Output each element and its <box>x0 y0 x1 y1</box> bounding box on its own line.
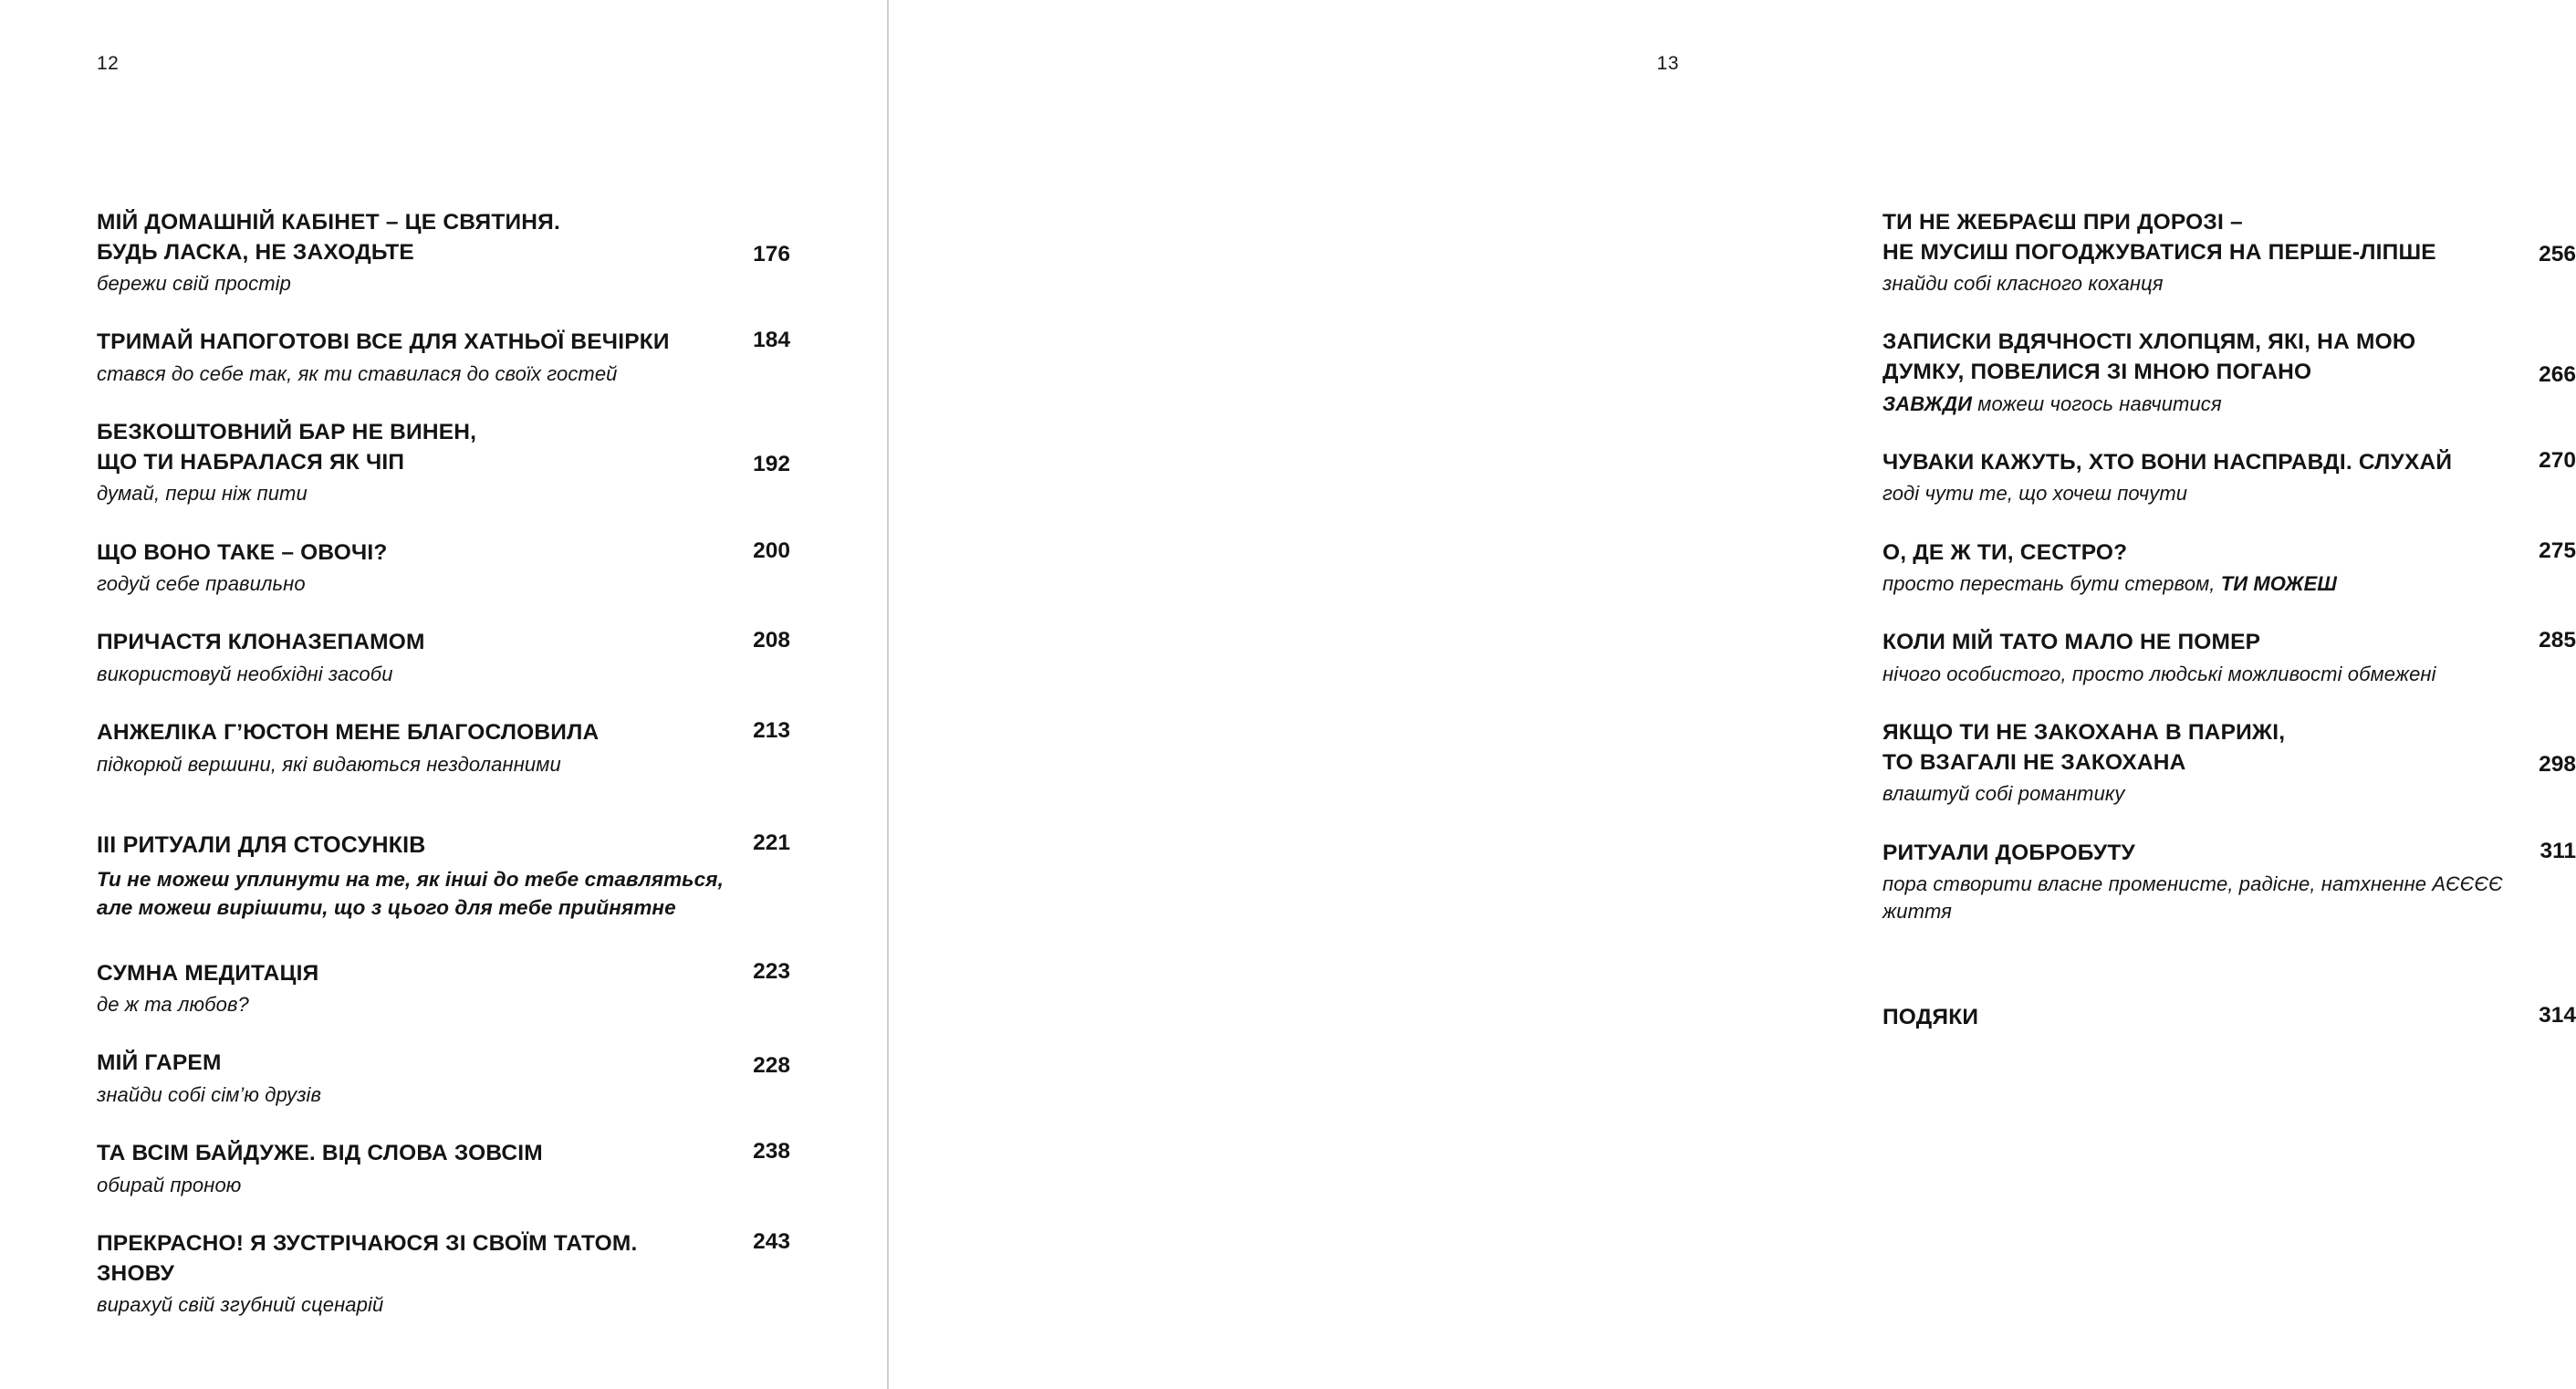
toc-title-line: ДУМКУ, ПОВЕЛИСЯ ЗІ МНОЮ ПОГАНО <box>1882 359 2312 384</box>
toc-entry-page: 298 <box>2539 752 2576 778</box>
toc-entry-title: ПОДЯКИ <box>1882 1004 1979 1029</box>
page-number-left: 12 <box>97 53 120 74</box>
toc-entry-subtitle: пора створити власне променисте, радісне, натхненне АЄЄЄЄ життя <box>1882 872 2503 923</box>
toc-title-line: ПРИЧАСТЯ КЛОНАЗЕПАМОМ <box>97 630 425 655</box>
toc-subtitle-emphasis: ТИ МОЖЕШ <box>2220 572 2338 596</box>
toc-entry-subtitle: стався до себе так, як ти ставилася до своїх гостей <box>97 361 618 385</box>
toc-section-subtitle: Ти не можеш уплинути на те, як інші до тебе ставляться, але можеш вирішити, що з цього для тебе прийнятне <box>97 868 724 919</box>
toc-left-column <box>97 208 790 1349</box>
toc-entry <box>1882 718 2576 807</box>
toc-entry-page: 200 <box>753 538 790 563</box>
toc-title-line: СУМНА МЕДИТАЦІЯ <box>97 960 319 986</box>
toc-section-heading <box>97 830 790 922</box>
toc-title-line: РИТУАЛИ ДОБРОБУТУ <box>1882 840 2135 865</box>
toc-entry-subtitle: влаштуй собі романтику <box>1882 782 2125 806</box>
toc-entry <box>97 1049 790 1108</box>
toc-entry <box>1882 328 2576 416</box>
toc-entry-title <box>97 538 388 569</box>
toc-entry <box>97 418 790 507</box>
toc-entry-subtitle: нічого особистого, просто людські можливості обмежені <box>1882 663 2436 686</box>
toc-spacer <box>1882 956 2576 1003</box>
toc-entry-title <box>1882 718 2285 778</box>
toc-entry-page: 213 <box>753 718 790 744</box>
toc-entry-title <box>97 628 425 658</box>
toc-entry-page: 275 <box>2539 538 2576 563</box>
toc-title-line: ТРИМАЙ НАПОГОТОВІ ВСЕ ДЛЯ ХАТНЬОЇ ВЕЧІРКИ <box>97 329 670 355</box>
toc-entry-subtitle <box>1882 570 2521 597</box>
left-page <box>0 0 888 1389</box>
toc-entry-title <box>1882 839 2135 869</box>
toc-entry <box>97 1139 790 1198</box>
toc-entry-title <box>1882 208 2436 267</box>
toc-entry-title <box>97 328 670 358</box>
toc-entry-page: 228 <box>753 1052 790 1078</box>
toc-entry-subtitle <box>1882 391 2521 417</box>
toc-entry-subtitle: думай, перш ніж пити <box>97 482 308 506</box>
toc-entry-page: 208 <box>753 628 790 653</box>
toc-entry <box>97 538 790 598</box>
toc-entry-page: 256 <box>2539 242 2576 267</box>
toc-entry-page: 192 <box>753 452 790 477</box>
toc-entry-page: 270 <box>2539 447 2576 473</box>
toc-right-column <box>1882 208 2576 1063</box>
toc-title-line: КОЛИ МІЙ ТАТО МАЛО НЕ ПОМЕР <box>1882 630 2261 655</box>
toc-entry <box>97 628 790 687</box>
toc-entry-subtitle: знайди собі сім’ю друзів <box>97 1082 322 1106</box>
toc-entry-subtitle: годі чути те, що хочеш почути <box>1882 482 2188 506</box>
toc-entry-title <box>97 208 560 267</box>
toc-entry-acknowledgements <box>1882 1003 2576 1033</box>
toc-entry <box>97 208 790 297</box>
toc-entry <box>1882 839 2576 924</box>
toc-title-line: МІЙ ДОМАШНІЙ КАБІНЕТ – ЦЕ СВЯТИНЯ. <box>97 210 560 235</box>
toc-entry-subtitle: де ж та любов? <box>97 993 249 1017</box>
toc-entry <box>1882 628 2576 687</box>
toc-title-line: БУДЬ ЛАСКА, НЕ ЗАХОДЬТЕ <box>97 239 414 265</box>
toc-section-page: 221 <box>753 830 790 856</box>
toc-entry-title <box>97 1139 543 1169</box>
toc-section-title <box>97 830 426 861</box>
toc-entry-subtitle: знайди собі класного коханця <box>1882 272 2164 296</box>
toc-entry <box>97 1229 790 1318</box>
toc-title-line: АНЖЕЛІКА Г’ЮСТОН МЕНЕ БЛАГОСЛОВИЛА <box>97 720 600 746</box>
toc-entry <box>1882 538 2576 598</box>
toc-entry <box>97 959 790 1018</box>
toc-title-line: НЕ МУСИШ ПОГОДЖУВАТИСЯ НА ПЕРШЕ-ЛІПШЕ <box>1882 239 2436 265</box>
toc-title-line: ТА ВСІМ БАЙДУЖЕ. ВІД СЛОВА ЗОВСІМ <box>97 1141 543 1166</box>
toc-entry-title <box>1882 628 2260 658</box>
toc-title-line: ТО ВЗАГАЛІ НЕ ЗАКОХАНА <box>1882 749 2186 775</box>
right-page <box>888 0 2576 1389</box>
toc-entry <box>97 718 790 778</box>
toc-entry-subtitle: бережи свій простір <box>97 272 291 296</box>
toc-entry-page: 266 <box>2539 361 2576 387</box>
toc-title-line: ЩО ВОНО ТАКЕ – ОВОЧІ? <box>97 539 388 565</box>
toc-entry-page: 176 <box>753 242 790 267</box>
toc-entry-subtitle: підкорюй вершини, які видаються нездоланними <box>97 752 561 776</box>
toc-entry-page: 285 <box>2539 628 2576 653</box>
toc-entry-page: 243 <box>753 1229 790 1255</box>
toc-entry-title <box>97 1049 222 1079</box>
page-number-right: 13 <box>1656 53 1679 74</box>
toc-title-line: ЩО ТИ НАБРАЛАСЯ ЯК ЧІП <box>97 449 405 475</box>
toc-subtitle-prefix: просто перестань бути стервом, <box>1882 572 2221 596</box>
toc-entry-page: 184 <box>753 328 790 353</box>
toc-entry-subtitle: вирахуй свій згубний сценарій <box>97 1293 384 1317</box>
toc-entry-title <box>97 1229 681 1289</box>
toc-title-line: БЕЗКОШТОВНИЙ БАР НЕ ВИНЕН, <box>97 420 477 445</box>
toc-title-line: О, ДЕ Ж ТИ, СЕСТРО? <box>1882 539 2128 565</box>
toc-entry-title <box>97 718 599 748</box>
toc-entry-subtitle: годуй себе правильно <box>97 572 306 596</box>
toc-entry-page: 314 <box>2539 1002 2576 1028</box>
toc-entry-page: 223 <box>753 958 790 984</box>
toc-entry-title <box>1882 448 2452 478</box>
toc-title-line: ЗАПИСКИ ВДЯЧНОСТІ ХЛОПЦЯМ, ЯКІ, НА МОЮ <box>1882 329 2416 355</box>
toc-entry-title <box>97 959 318 989</box>
toc-entry-page: 311 <box>2539 838 2576 863</box>
toc-entry-title <box>1882 328 2415 387</box>
toc-subtitle-emphasis: ЗАВЖДИ <box>1882 392 1973 415</box>
toc-entry <box>97 328 790 387</box>
toc-entry-subtitle: використовуй необхідні засоби <box>97 663 393 686</box>
toc-entry-subtitle: обирай проною <box>97 1173 242 1196</box>
toc-title-line: МІЙ ГАРЕМ <box>97 1050 222 1076</box>
toc-title-line: ТИ НЕ ЖЕБРАЄШ ПРИ ДОРОЗІ – <box>1882 210 2243 235</box>
toc-entry <box>1882 448 2576 507</box>
toc-entry-page: 238 <box>753 1139 790 1164</box>
toc-entry-title <box>1882 538 2127 569</box>
toc-title-line: ЧУВАКИ КАЖУТЬ, ХТО ВОНИ НАСПРАВДІ. СЛУХАЙ <box>1882 449 2453 475</box>
toc-title-line: ПРЕКРАСНО! Я ЗУСТРІЧАЮСЯ ЗІ СВОЇМ ТАТОМ. ЗНОВУ <box>97 1231 638 1286</box>
toc-subtitle-rest: можеш чогось навчитися <box>1972 392 2222 415</box>
toc-entry-title <box>97 418 476 477</box>
toc-title-line: III РИТУАЛИ ДЛЯ СТОСУНКІВ <box>97 832 426 859</box>
toc-entry <box>1882 208 2576 297</box>
toc-title-line: ЯКЩО ТИ НЕ ЗАКОХАНА В ПАРИЖІ, <box>1882 720 2286 746</box>
